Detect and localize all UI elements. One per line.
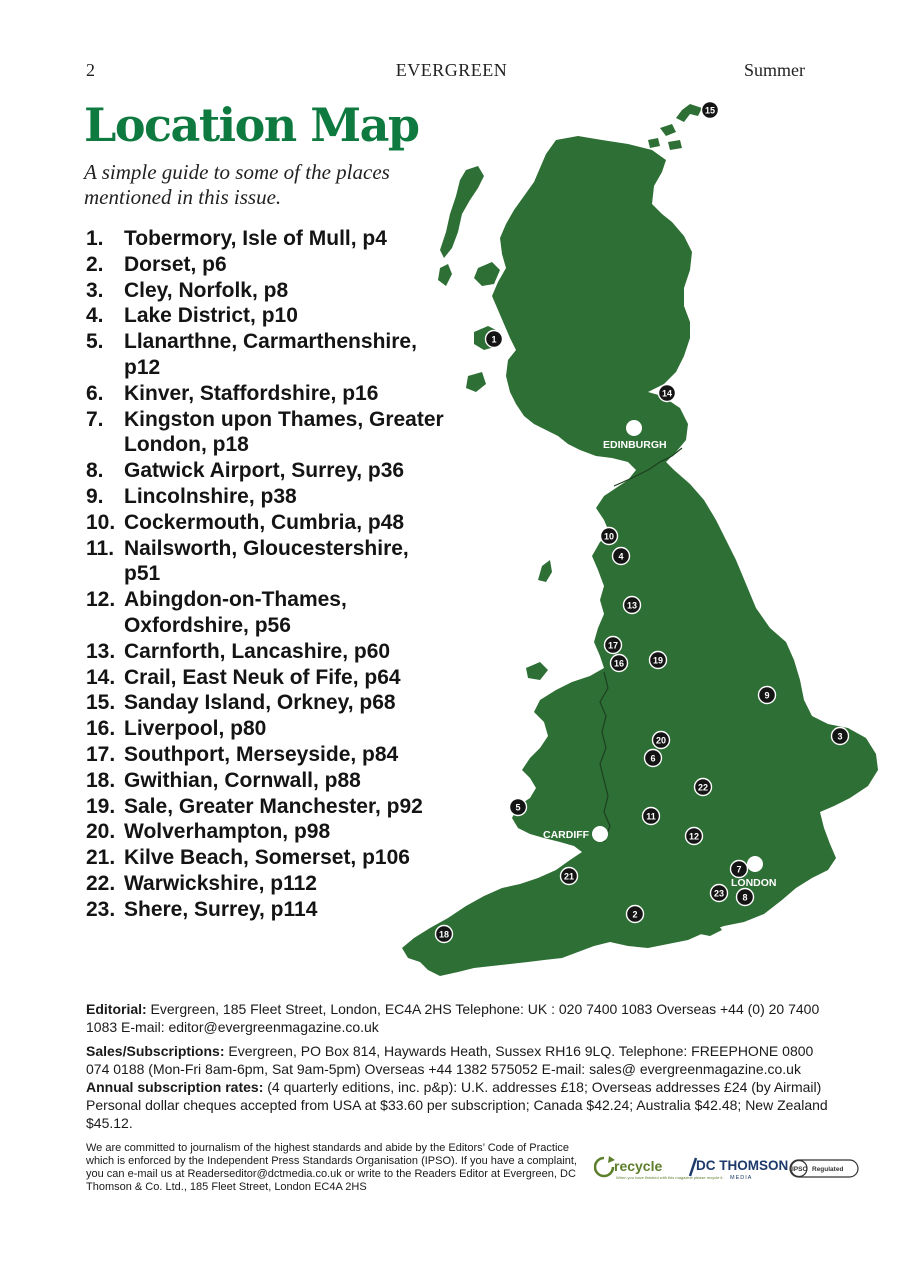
london-label: LONDON [731,877,777,889]
place-text: Dorset, p6 [124,252,227,276]
marker-label: 12 [688,831,700,842]
place-item [86,690,444,716]
magazine-name: EVERGREEN [395,60,508,80]
place-number: 16. [86,717,116,741]
place-item [86,587,444,639]
recycle-small-print: When you have finished with this magazine please recycle it. [616,1175,724,1180]
map-marker-22 [695,779,712,796]
place-item [86,871,444,897]
place-item [86,768,444,794]
marker-label: 3 [837,731,843,742]
city-cardiff [543,826,608,842]
edinburgh-dot [626,420,642,436]
place-number: 11. [86,536,115,560]
map-marker-4 [613,548,630,565]
map-marker-20 [653,732,670,749]
ipso-regulated: Regulated [812,1166,844,1173]
place-number: 18. [86,768,116,792]
marker-label: 20 [655,735,667,746]
page-number: 2 [86,60,95,80]
place-text: Kinver, Staffordshire, p16 [124,381,379,405]
place-text: Kilve Beach, Somerset, p106 [124,846,410,870]
place-number: 2. [86,252,104,276]
sales-label: Sales/Subscriptions: [86,1043,225,1059]
outer-hebrides [440,166,484,258]
marker-label: 14 [661,388,673,399]
map-marker-1 [486,331,503,348]
map-marker-7 [731,861,748,878]
marker-label: 8 [742,892,748,903]
map-marker-10 [601,528,618,545]
place-item [86,278,444,304]
place-item [86,510,444,536]
place-item [86,407,444,459]
map-marker-2 [627,906,644,923]
place-number: 12. [86,588,116,612]
page-subtitle: A simple guide to some of the places mentioned in this issue. [84,160,390,209]
isle-of-man [538,560,552,582]
map-marker-8 [737,889,754,906]
place-item [86,226,444,252]
map-marker-18 [436,926,453,943]
place-text: Cockermouth, Cumbria, p48 [124,510,405,534]
recycle-word: recycle [614,1158,663,1174]
ipso-statement: We are committed to journalism of the highest standards and abide by the Editors’ Code of Practice which is enforced by the Independent Press Standards Organisation (IPSO). If you have a complaint, you can e-mail us at Readerseditor@dctmedia.co.uk or write to the Readers Editor at Evergreen, DC Thomson & Co. Ltd., 185 Fleet Street, London EC4A 2HS [86,1142,577,1193]
marker-label: 21 [563,871,575,882]
place-number: 23. [86,897,116,921]
place-text: Lake District, p10 [124,304,298,328]
place-item [86,716,444,742]
dc-thomson-word: DC THOMSON [696,1158,789,1173]
rates-label: Annual subscription rates: [86,1079,264,1095]
place-number: 5. [86,330,104,354]
place-text: Lincolnshire, p38 [124,484,297,508]
place-item [86,329,444,381]
marker-label: 17 [607,640,619,651]
place-item [86,536,444,588]
ipso-logo [790,1160,858,1177]
map-marker-17 [605,637,622,654]
edinburgh-label: EDINBURGH [603,439,667,451]
place-text: Abingdon-on-Thames, Oxfordshire, p56 [124,588,347,637]
london-dot [747,856,763,872]
place-number: 6. [86,381,104,405]
map-marker-6 [645,750,662,767]
map-marker-3 [832,728,849,745]
place-item [86,794,444,820]
place-number: 13. [86,639,116,663]
place-number: 4. [86,304,104,328]
marker-label: 11 [646,811,656,822]
place-item [86,845,444,871]
editorial-info [86,1000,836,1036]
skye [474,262,500,286]
cardiff-label: CARDIFF [543,829,590,841]
dc-thomson-media: MEDIA [730,1175,753,1181]
marker-label: 13 [626,600,638,611]
place-number: 19. [86,794,116,818]
map-marker-14 [659,385,676,402]
islay [466,372,486,392]
marker-label: 23 [713,888,725,899]
marker-label: 19 [652,655,664,666]
place-text: Kingston upon Thames, Greater London, p18 [124,407,444,457]
place-number: 20. [86,820,116,844]
place-text: Liverpool, p80 [124,717,267,741]
editorial-label: Editorial: [86,1001,147,1017]
marker-label: 16 [613,658,625,669]
place-number: 22. [86,871,116,895]
map-marker-23 [711,885,728,902]
place-number: 3. [86,278,104,302]
hebrides-south [438,264,452,286]
place-text: Wolverhampton, p98 [124,820,331,844]
place-item [86,458,444,484]
place-item [86,897,444,923]
place-text: Shere, Surrey, p114 [124,897,318,921]
anglesey [526,662,548,680]
mainland-gb [402,136,878,976]
place-item [86,381,444,407]
footer-logos [594,1152,864,1186]
place-item [86,639,444,665]
place-item [86,303,444,329]
place-number: 10. [86,510,116,534]
place-item [86,819,444,845]
page-title: Location Map [84,98,419,152]
place-text: Sale, Greater Manchester, p92 [124,794,423,818]
editorial-text: Evergreen, 185 Fleet Street, London, EC4A 2HS Telephone: UK : 020 7400 1083 Overseas +44 (0) 20 7400 1083 E-mail: editor@evergreenmagazine.co.uk [86,1001,820,1035]
marker-label: 2 [632,909,638,920]
place-item [86,665,444,691]
place-text: Gwithian, Cornwall, p88 [124,768,361,792]
place-number: 1. [86,227,104,250]
marker-label: 6 [650,753,656,764]
marker-label: 15 [704,105,716,116]
place-text: Southport, Merseyside, p84 [124,742,399,766]
map-marker-15 [702,102,719,119]
map-marker-19 [650,652,667,669]
rates-text: (4 quarterly editions, inc. p&p): U.K. addresses £18; Overseas addresses £24 (by Airmail) Personal dollar cheques accepted from USA at $33.60 per subscription; Canada $42.24; Australia $42.48; New Zealand $45.12. [86,1079,828,1131]
map-marker-11 [643,808,660,825]
marker-label: 7 [736,864,742,875]
place-text: Crail, East Neuk of Fife, p64 [124,665,401,689]
cardiff-dot [592,826,608,842]
place-item [86,742,444,768]
place-text: Nailsworth, Gloucestershire, p51 [124,536,409,586]
place-number: 17. [86,742,116,766]
place-item [86,484,444,510]
map-marker-21 [561,868,578,885]
marker-label: 1 [491,334,497,345]
marker-label: 10 [603,531,615,542]
place-number: 7. [86,407,104,431]
place-number: 21. [86,846,116,870]
place-number: 9. [86,484,104,508]
place-text: Cley, Norfolk, p8 [124,278,289,302]
map-marker-9 [759,687,776,704]
map-marker-12 [686,828,703,845]
uk-map [395,90,895,980]
place-text: Carnforth, Lancashire, p60 [124,639,391,663]
place-text: Tobermory, Isle of Mull, p4 [124,227,387,250]
place-item [86,252,444,278]
sales-info [86,1042,836,1132]
marker-label: 9 [764,690,770,701]
orkney-islands [648,104,702,150]
places-list [86,226,444,923]
place-text: Warwickshire, p112 [124,871,317,895]
place-number: 15. [86,691,116,715]
land [402,104,878,976]
issue-season: Summer [744,60,805,80]
place-text: Sanday Island, Orkney, p68 [124,691,396,715]
place-text: Llanarthne, Carmarthenshire, p12 [124,330,417,379]
ipso-word: IPSO [792,1166,808,1173]
map-marker-13 [624,597,641,614]
place-number: 14. [86,665,116,689]
place-number: 8. [86,459,104,483]
place-text: Gatwick Airport, Surrey, p36 [124,459,405,483]
map-marker-5 [510,799,527,816]
marker-label: 5 [515,802,521,813]
map-marker-16 [611,655,628,672]
marker-label: 22 [697,782,709,793]
marker-label: 18 [438,929,450,940]
sales-text: Evergreen, PO Box 814, Haywards Heath, Sussex RH16 9LQ. Telephone: FREEPHONE 0800 074 0188 (Mon-Fri 8am-6pm, Sat 9am-5pm) Overseas +44 1382 575052 E-mail: sales@ evergreenmagazine.co.uk [86,1043,814,1077]
marker-label: 4 [618,551,624,562]
